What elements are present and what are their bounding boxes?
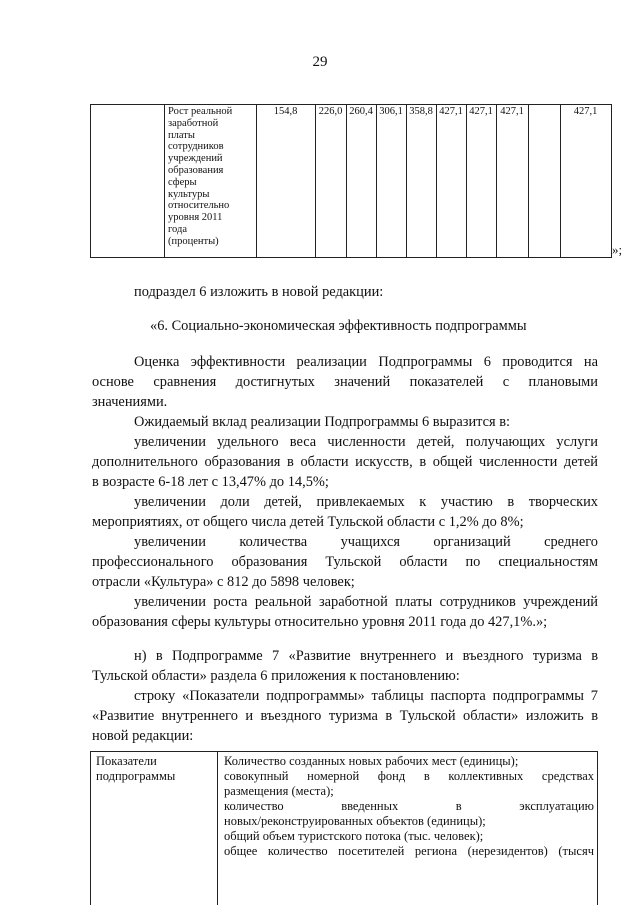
table-border-bottom: [90, 257, 612, 258]
paragraph-line: в возрасте 6-18 лет с 13,47% до 14,5%;: [92, 474, 329, 490]
table-border: [217, 751, 218, 905]
label-line: заработной: [168, 117, 219, 129]
table-border: [406, 104, 407, 258]
table-row-header: [96, 754, 214, 784]
table-border: [256, 104, 257, 258]
table-cell-value: 226,0: [318, 106, 343, 117]
table-border: [376, 104, 377, 258]
indicator-item: общий объем туристского потока (тыс. человек);: [224, 829, 484, 843]
paragraph-line: увеличении удельного веса численности детей, получающих услуги: [134, 434, 598, 450]
paragraph-line: дополнительного образования в области искусств, в общей численности детей: [92, 454, 598, 470]
indicator-item: новых/реконструированных объектов (единицы);: [224, 814, 486, 828]
paragraph-line: увеличении доли детей, привлекаемых к участию в творческих: [134, 494, 598, 510]
table-border-top: [90, 751, 598, 752]
table-cell-value: 260,4: [349, 106, 373, 117]
paragraph-subsection: подраздел 6 изложить в новой редакции:: [134, 284, 384, 300]
label-line: сотрудников: [168, 141, 224, 153]
label-line: культуры: [168, 188, 210, 200]
table-cell-value: 306,1: [379, 106, 403, 117]
indicator-item: количество введенных в эксплуатацию: [224, 799, 594, 813]
table-border: [346, 104, 347, 258]
table-cell-value: 427,1: [469, 106, 493, 117]
section-heading: «6. Социально-экономическая эффективность подпрограммы: [150, 318, 527, 334]
label-line: года: [168, 223, 187, 235]
table-cell-value: 427,1: [439, 106, 463, 117]
paragraph-line: увеличении роста реальной заработной платы сотрудников учреждений: [134, 594, 598, 610]
paragraph-line: «Развитие внутреннего и въездного туризма в Тульской области» изложить в: [92, 708, 598, 724]
indicator-item: Количество созданных новых рабочих мест (единицы);: [224, 754, 519, 768]
table-border: [164, 104, 165, 258]
paragraph-line: Ожидаемый вклад реализации Подпрограммы 6 выразится в:: [134, 414, 511, 430]
table-border: [436, 104, 437, 258]
label-line: платы: [168, 129, 195, 141]
indicator-item: общее количество посетителей региона (нерезидентов) (тысяч: [224, 844, 594, 858]
table-border: [466, 104, 467, 258]
paragraph-line: отрасли «Культура» с 812 до 5898 человек;: [92, 574, 355, 590]
table-border: [560, 104, 561, 258]
table-border-top: [90, 104, 612, 105]
label-line: Рост реальной: [168, 106, 233, 117]
label-line: образования: [168, 164, 224, 176]
paragraph-line: Тульской области» раздела 6 приложения к постановлению:: [92, 668, 460, 684]
table-border: [315, 104, 316, 258]
label-line: сферы: [168, 176, 197, 188]
paragraph-line: основе сравнения достигнутых значений показателей с плановыми: [92, 374, 598, 390]
paragraph-line: строку «Показатели подпрограммы» таблицы паспорта подпрограммы 7: [134, 688, 598, 704]
label-line: уровня 2011: [168, 212, 223, 224]
row-header-line: Показатели: [96, 754, 157, 768]
page-number: 29: [312, 54, 328, 70]
paragraph-line: новой редакции:: [92, 728, 194, 744]
paragraph-line: образования сферы культуры относительно уровня 2011 года до 427,1%.»;: [92, 614, 548, 630]
table-border: [90, 104, 91, 258]
label-line: (проценты): [168, 235, 219, 247]
table-border: [496, 104, 497, 258]
table-border: [528, 104, 529, 258]
table-border: [597, 751, 598, 905]
indicator-name: [168, 106, 252, 248]
label-line: относительно: [168, 200, 230, 212]
paragraph-line: Оценка эффективности реализации Подпрограммы 6 проводится на: [134, 354, 598, 370]
indicator-item: совокупный номерной фонд в коллективных средствах: [224, 769, 594, 783]
label-line: учреждений: [168, 153, 223, 165]
table-cell-value: 427,1: [500, 106, 524, 117]
paragraph-line: н) в Подпрограмме 7 «Развитие внутреннего и въездного туризма в: [134, 648, 598, 664]
paragraph-line: мероприятиях, от общего числа детей Тульской области с 1,2% до 8%;: [92, 514, 524, 530]
indicator-item: размещения (места);: [224, 784, 334, 798]
passport-table: [90, 751, 598, 905]
indicator-table-fragment: [90, 104, 612, 258]
closing-quote-mark: »;: [612, 242, 623, 257]
row-header-line: подпрограммы: [96, 769, 176, 783]
table-border: [90, 751, 91, 905]
paragraph-line: увеличении количества учащихся организаций среднего: [134, 534, 598, 550]
table-cell-value: 358,8: [409, 106, 433, 117]
table-cell-value: 154,8: [273, 106, 298, 117]
table-border: [611, 104, 612, 258]
paragraph-line: значениями.: [92, 394, 168, 410]
table-cell-value: 427,1: [573, 106, 598, 117]
paragraph-line: профессионального образования Тульской области по специальностям: [92, 554, 598, 570]
